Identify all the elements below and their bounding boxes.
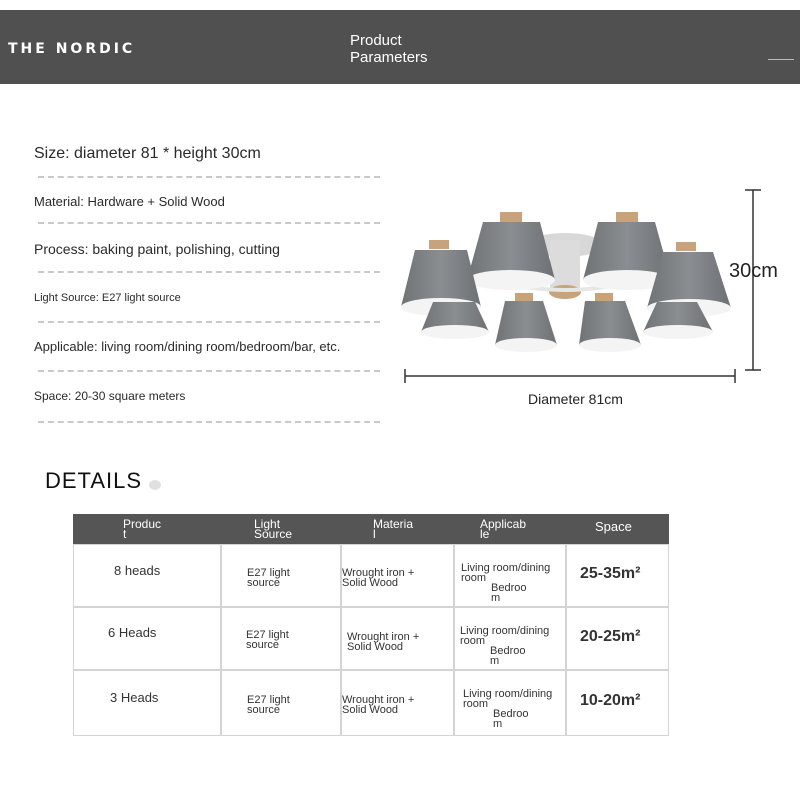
chandelier-figure <box>395 180 800 420</box>
diameter-label: Diameter 81cm <box>528 391 623 407</box>
cell-product: 8 heads <box>73 544 221 607</box>
cell-product: 3 Heads <box>73 670 221 736</box>
cell-space: 10-20m² <box>566 670 669 736</box>
spec-material: Material: Hardware + Solid Wood <box>34 194 225 209</box>
spec-process: Process: baking paint, polishing, cutting <box>34 241 280 257</box>
divider <box>38 176 380 178</box>
lamp-shade <box>579 293 641 352</box>
cell-applicable: Living room/dining room Bedroo m <box>454 670 566 736</box>
page-title <box>350 32 450 66</box>
cell-material: Wrought iron + Solid Wood <box>341 544 454 607</box>
cell-light-source: E27 light source <box>221 544 341 607</box>
cell-applicable: Living room/dining room Bedroo m <box>454 544 566 607</box>
page-title-line-1: Product <box>350 32 402 49</box>
table-header <box>73 514 669 544</box>
divider <box>38 222 380 224</box>
spec-space: Space: 20-30 square meters <box>34 389 186 403</box>
divider <box>38 421 380 423</box>
header-product: Produc t <box>123 517 162 541</box>
lamp-shade <box>467 212 555 290</box>
spec-light-source: Light Source: E27 light source <box>34 292 181 304</box>
chandelier-image <box>395 180 800 420</box>
cell-product: 6 Heads <box>73 607 221 670</box>
spec-applicable: Applicable: living room/dining room/bedroom/bar, etc. <box>34 339 341 354</box>
details-table <box>73 514 669 736</box>
header-bar <box>0 10 800 84</box>
brand-logo: THE NORDIC <box>8 41 136 57</box>
divider <box>38 321 380 323</box>
cell-light-source: E27 light source <box>221 670 341 736</box>
header-material: Materia l <box>373 517 414 541</box>
header-applicable: Applicab le <box>480 517 527 541</box>
lamp-shade <box>495 293 557 352</box>
menu-line-icon <box>768 59 794 60</box>
header-light-source: Light Source <box>254 517 293 541</box>
decorative-dot <box>149 480 161 490</box>
details-title: DETAILS <box>45 468 143 493</box>
divider <box>38 271 380 273</box>
header-space: Space <box>595 519 632 534</box>
cell-applicable: Living room/dining room Bedroo m <box>454 607 566 670</box>
cell-material: Wrought iron + Solid Wood <box>341 670 454 736</box>
cell-light-source: E27 light source <box>221 607 341 670</box>
spec-size: Size: diameter 81 * height 30cm <box>34 145 261 162</box>
cell-material: Wrought iron + Solid Wood <box>341 607 454 670</box>
divider <box>38 370 380 372</box>
cell-space: 25-35m² <box>566 544 669 607</box>
height-label: 30cm <box>729 260 778 282</box>
page-title-line-2: Parameters <box>350 49 428 66</box>
cell-space: 20-25m² <box>566 607 669 670</box>
